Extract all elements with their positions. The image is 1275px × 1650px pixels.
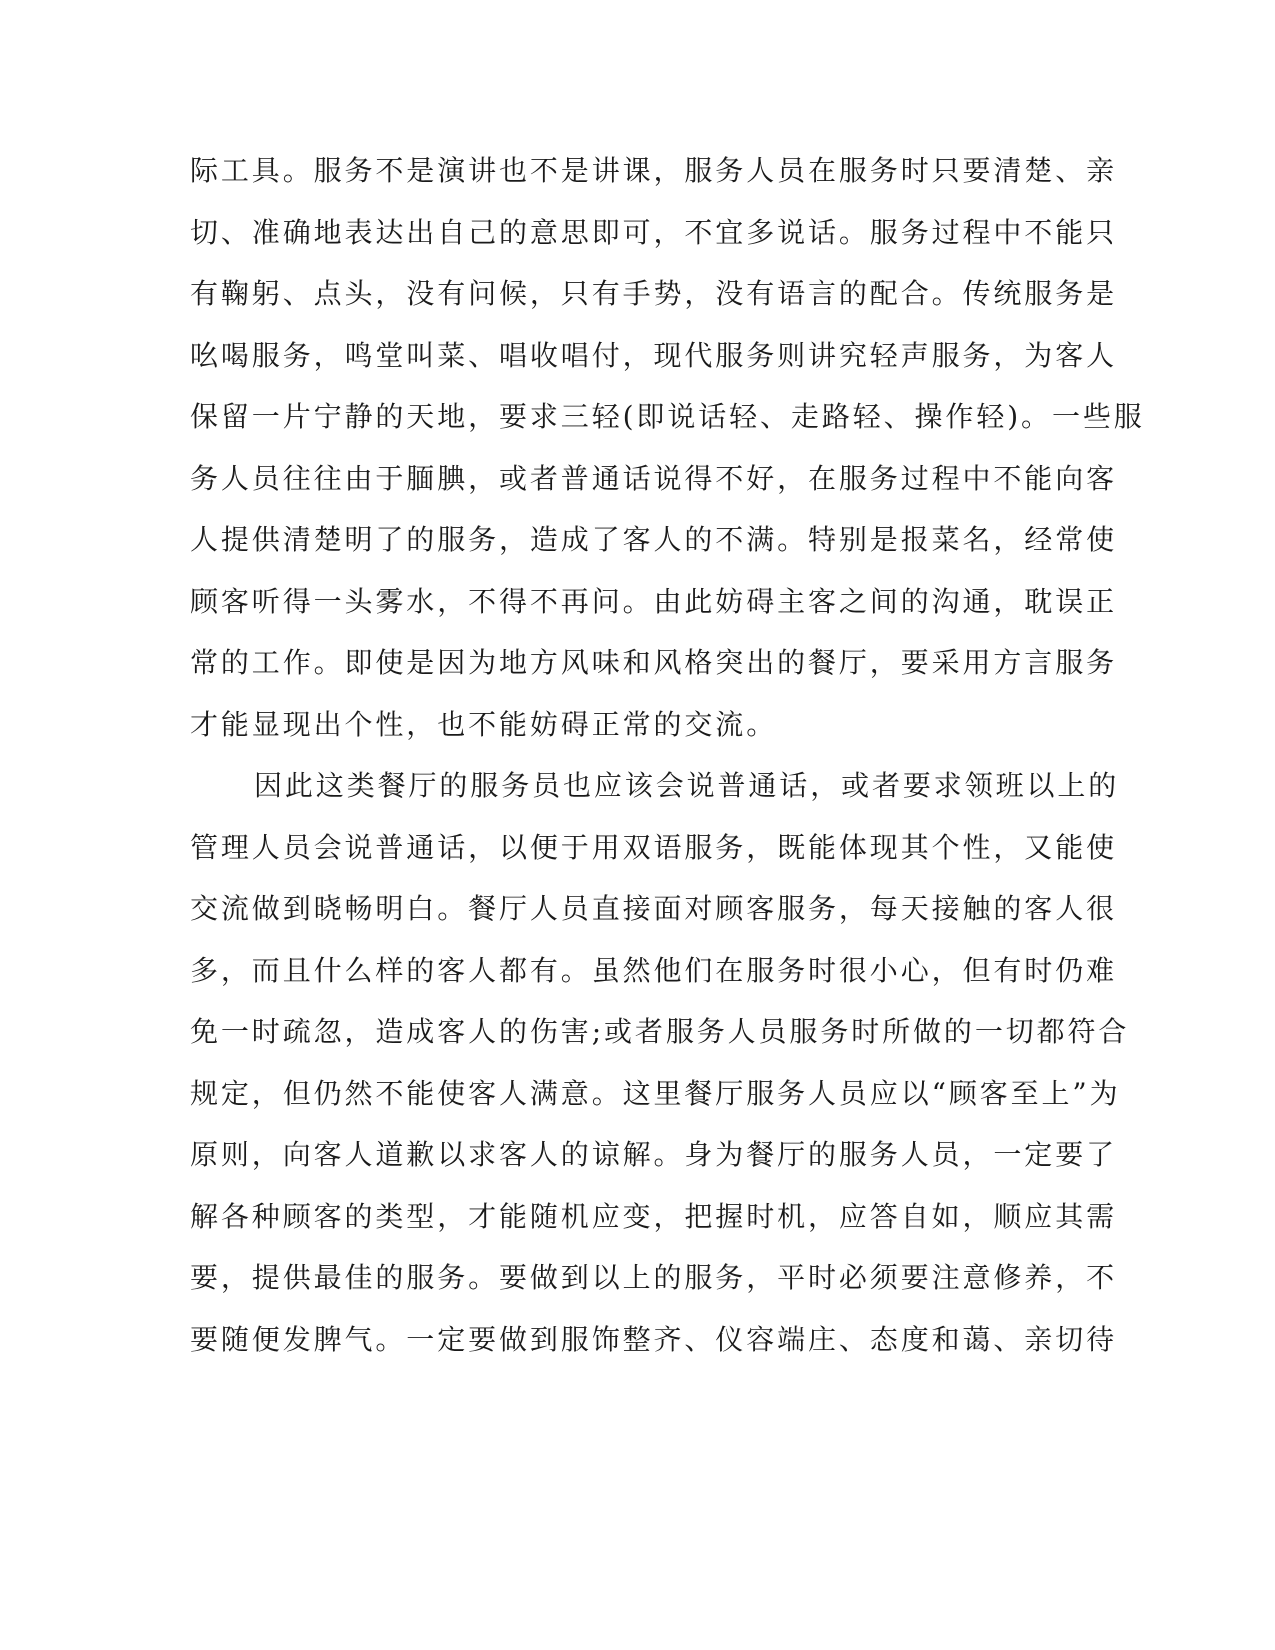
body-text [190, 140, 1145, 1370]
text-line: 原则，向客人道歉以求客人的谅解。身为餐厅的服务人员，一定要了 [190, 1138, 1118, 1171]
text-line: 务人员往往由于腼腆，或者普通话说得不好，在服务过程中不能向客 [190, 461, 1118, 495]
text-line: 吆喝服务，鸣堂叫菜、唱收唱付，现代服务则讲究轻声服务，为客人 [190, 338, 1118, 372]
text-line-indented: 因此这类餐厅的服务员也应该会说普通话，或者要求领班以上的 [254, 769, 1120, 802]
text-line: 才能显现出个性，也不能妨碍正常的交流。 [190, 707, 778, 741]
text-line: 切、准确地表达出自己的意思即可，不宜多说话。服务过程中不能只 [190, 215, 1118, 249]
text-line: 际工具。服务不是演讲也不是讲课，服务人员在服务时只要清楚、亲 [190, 154, 1118, 187]
text-line: 规定，但仍然不能使客人满意。这里餐厅服务人员应以“顾客至上”为 [190, 1076, 1121, 1110]
text-line: 要，提供最佳的服务。要做到以上的服务，平时必须要注意修养，不 [190, 1261, 1118, 1294]
text-line: 有鞠躬、点头，没有问候，只有手势，没有语言的配合。传统服务是 [190, 277, 1118, 310]
text-line: 顾客听得一头雾水，不得不再问。由此妨碍主客之间的沟通，耽误正 [190, 584, 1118, 618]
text-line: 免一时疏忽，造成客人的伤害;或者服务人员服务时所做的一切都符合 [190, 1015, 1130, 1048]
text-line: 管理人员会说普通话，以便于用双语服务，既能体现其个性，又能使 [190, 830, 1118, 864]
text-line: 保留一片宁静的天地，要求三轻(即说话轻、走路轻、操作轻)。一些服 [190, 400, 1145, 433]
text-line: 交流做到晓畅明白。餐厅人员直接面对顾客服务，每天接触的客人很 [190, 892, 1118, 925]
text-line: 常的工作。即使是因为地方风味和风格突出的餐厅，要采用方言服务 [190, 646, 1118, 679]
text-line: 人提供清楚明了的服务，造成了客人的不满。特别是报菜名，经常使 [190, 523, 1118, 556]
text-line: 要随便发脾气。一定要做到服饰整齐、仪容端庄、态度和蔼、亲切待 [190, 1322, 1118, 1356]
text-line: 解各种顾客的类型，才能随机应变，把握时机，应答自如，顺应其需 [190, 1199, 1118, 1233]
text-line: 多，而且什么样的客人都有。虽然他们在服务时很小心，但有时仍难 [190, 953, 1118, 987]
